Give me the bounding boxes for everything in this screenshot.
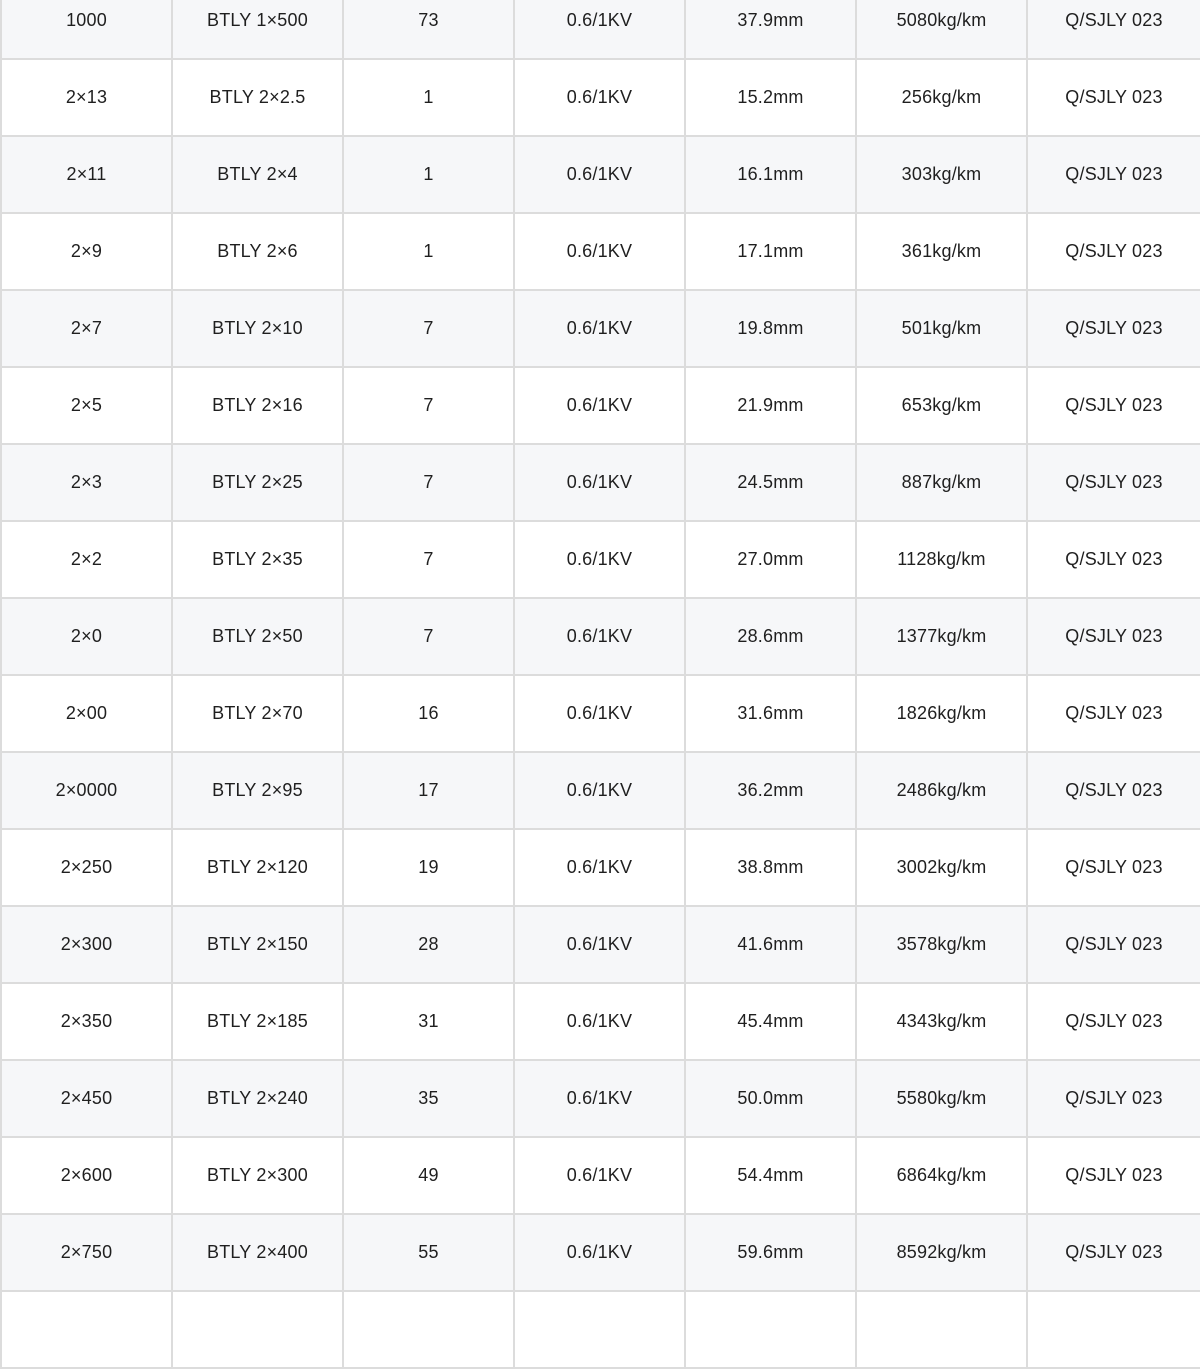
- awg-size-cell: 2×350: [1, 983, 172, 1060]
- awg-size-cell: 2×0: [1, 598, 172, 675]
- model-cell: BTLY 2×16: [172, 367, 343, 444]
- outer-diameter-cell: 15.2mm: [685, 59, 856, 136]
- outer-diameter-cell: 27.0mm: [685, 521, 856, 598]
- table-body: [1, 0, 1200, 1368]
- standard-cell: Q/SJLY 023: [1027, 1060, 1200, 1137]
- model-cell: BTLY 2×4: [172, 136, 343, 213]
- weight-cell: [856, 1291, 1027, 1368]
- weight-cell: 5580kg/km: [856, 1060, 1027, 1137]
- model-cell: BTLY 1×500: [172, 0, 343, 59]
- table-row: [1, 983, 1200, 1060]
- model-cell: BTLY 2×70: [172, 675, 343, 752]
- outer-diameter-cell: [685, 1291, 856, 1368]
- model-cell: BTLY 2×95: [172, 752, 343, 829]
- outer-diameter-cell: 37.9mm: [685, 0, 856, 59]
- outer-diameter-cell: 50.0mm: [685, 1060, 856, 1137]
- standard-cell: Q/SJLY 023: [1027, 0, 1200, 59]
- standard-cell: Q/SJLY 023: [1027, 444, 1200, 521]
- strand-count-cell: 1: [343, 59, 514, 136]
- voltage-cell: 0.6/1KV: [514, 1060, 685, 1137]
- awg-size-cell: 2×300: [1, 906, 172, 983]
- strand-count-cell: 1: [343, 136, 514, 213]
- standard-cell: Q/SJLY 023: [1027, 1214, 1200, 1291]
- awg-size-cell: 2×250: [1, 829, 172, 906]
- voltage-cell: 0.6/1KV: [514, 213, 685, 290]
- standard-cell: Q/SJLY 023: [1027, 983, 1200, 1060]
- model-cell: BTLY 2×400: [172, 1214, 343, 1291]
- voltage-cell: 0.6/1KV: [514, 752, 685, 829]
- standard-cell: [1027, 1291, 1200, 1368]
- strand-count-cell: 35: [343, 1060, 514, 1137]
- table-row: [1, 213, 1200, 290]
- weight-cell: 303kg/km: [856, 136, 1027, 213]
- standard-cell: Q/SJLY 023: [1027, 136, 1200, 213]
- strand-count-cell: 16: [343, 675, 514, 752]
- awg-size-cell: 2×11: [1, 136, 172, 213]
- model-cell: BTLY 2×120: [172, 829, 343, 906]
- strand-count-cell: 7: [343, 598, 514, 675]
- standard-cell: Q/SJLY 023: [1027, 906, 1200, 983]
- table-row: [1, 367, 1200, 444]
- table-row: [1, 906, 1200, 983]
- table-row: [1, 829, 1200, 906]
- strand-count-cell: 17: [343, 752, 514, 829]
- strand-count-cell: 19: [343, 829, 514, 906]
- outer-diameter-cell: 41.6mm: [685, 906, 856, 983]
- outer-diameter-cell: 19.8mm: [685, 290, 856, 367]
- outer-diameter-cell: 59.6mm: [685, 1214, 856, 1291]
- weight-cell: 3578kg/km: [856, 906, 1027, 983]
- voltage-cell: 0.6/1KV: [514, 444, 685, 521]
- strand-count-cell: 7: [343, 367, 514, 444]
- table-row: [1, 0, 1200, 59]
- voltage-cell: 0.6/1KV: [514, 290, 685, 367]
- voltage-cell: 0.6/1KV: [514, 59, 685, 136]
- model-cell: BTLY 2×2.5: [172, 59, 343, 136]
- table-row: [1, 521, 1200, 598]
- standard-cell: Q/SJLY 023: [1027, 213, 1200, 290]
- awg-size-cell: 2×2: [1, 521, 172, 598]
- voltage-cell: [514, 1291, 685, 1368]
- strand-count-cell: [343, 1291, 514, 1368]
- weight-cell: 1826kg/km: [856, 675, 1027, 752]
- outer-diameter-cell: 24.5mm: [685, 444, 856, 521]
- outer-diameter-cell: 45.4mm: [685, 983, 856, 1060]
- outer-diameter-cell: 17.1mm: [685, 213, 856, 290]
- model-cell: BTLY 2×150: [172, 906, 343, 983]
- outer-diameter-cell: 31.6mm: [685, 675, 856, 752]
- standard-cell: Q/SJLY 023: [1027, 367, 1200, 444]
- weight-cell: 361kg/km: [856, 213, 1027, 290]
- awg-size-cell: 2×5: [1, 367, 172, 444]
- awg-size-cell: 1000: [1, 0, 172, 59]
- table-row: [1, 1214, 1200, 1291]
- model-cell: BTLY 2×10: [172, 290, 343, 367]
- awg-size-cell: [1, 1291, 172, 1368]
- voltage-cell: 0.6/1KV: [514, 598, 685, 675]
- awg-size-cell: 2×00: [1, 675, 172, 752]
- awg-size-cell: 2×600: [1, 1137, 172, 1214]
- awg-size-cell: 2×0000: [1, 752, 172, 829]
- table-row: [1, 1137, 1200, 1214]
- outer-diameter-cell: 36.2mm: [685, 752, 856, 829]
- awg-size-cell: 2×9: [1, 213, 172, 290]
- table-row: [1, 136, 1200, 213]
- model-cell: BTLY 2×6: [172, 213, 343, 290]
- weight-cell: 8592kg/km: [856, 1214, 1027, 1291]
- weight-cell: 1128kg/km: [856, 521, 1027, 598]
- weight-cell: 1377kg/km: [856, 598, 1027, 675]
- weight-cell: 2486kg/km: [856, 752, 1027, 829]
- outer-diameter-cell: 28.6mm: [685, 598, 856, 675]
- voltage-cell: 0.6/1KV: [514, 1214, 685, 1291]
- table-row: [1, 444, 1200, 521]
- strand-count-cell: 49: [343, 1137, 514, 1214]
- strand-count-cell: 31: [343, 983, 514, 1060]
- outer-diameter-cell: 21.9mm: [685, 367, 856, 444]
- standard-cell: Q/SJLY 023: [1027, 829, 1200, 906]
- voltage-cell: 0.6/1KV: [514, 521, 685, 598]
- awg-size-cell: 2×13: [1, 59, 172, 136]
- awg-size-cell: 2×7: [1, 290, 172, 367]
- voltage-cell: 0.6/1KV: [514, 367, 685, 444]
- weight-cell: 501kg/km: [856, 290, 1027, 367]
- weight-cell: 887kg/km: [856, 444, 1027, 521]
- voltage-cell: 0.6/1KV: [514, 0, 685, 59]
- outer-diameter-cell: 38.8mm: [685, 829, 856, 906]
- voltage-cell: 0.6/1KV: [514, 1137, 685, 1214]
- awg-size-cell: 2×450: [1, 1060, 172, 1137]
- table-row: [1, 290, 1200, 367]
- weight-cell: 4343kg/km: [856, 983, 1027, 1060]
- awg-size-cell: 2×750: [1, 1214, 172, 1291]
- voltage-cell: 0.6/1KV: [514, 675, 685, 752]
- awg-size-cell: 2×3: [1, 444, 172, 521]
- outer-diameter-cell: 54.4mm: [685, 1137, 856, 1214]
- model-cell: BTLY 2×240: [172, 1060, 343, 1137]
- weight-cell: 3002kg/km: [856, 829, 1027, 906]
- strand-count-cell: 7: [343, 290, 514, 367]
- weight-cell: 653kg/km: [856, 367, 1027, 444]
- standard-cell: Q/SJLY 023: [1027, 59, 1200, 136]
- table-row: [1, 59, 1200, 136]
- voltage-cell: 0.6/1KV: [514, 829, 685, 906]
- weight-cell: 256kg/km: [856, 59, 1027, 136]
- table-row: [1, 598, 1200, 675]
- weight-cell: 5080kg/km: [856, 0, 1027, 59]
- model-cell: BTLY 2×300: [172, 1137, 343, 1214]
- standard-cell: Q/SJLY 023: [1027, 752, 1200, 829]
- strand-count-cell: 7: [343, 444, 514, 521]
- strand-count-cell: 28: [343, 906, 514, 983]
- strand-count-cell: 1: [343, 213, 514, 290]
- standard-cell: Q/SJLY 023: [1027, 290, 1200, 367]
- standard-cell: Q/SJLY 023: [1027, 675, 1200, 752]
- table-row: [1, 1291, 1200, 1368]
- voltage-cell: 0.6/1KV: [514, 983, 685, 1060]
- voltage-cell: 0.6/1KV: [514, 136, 685, 213]
- strand-count-cell: 7: [343, 521, 514, 598]
- strand-count-cell: 73: [343, 0, 514, 59]
- model-cell: BTLY 2×50: [172, 598, 343, 675]
- standard-cell: Q/SJLY 023: [1027, 521, 1200, 598]
- standard-cell: Q/SJLY 023: [1027, 598, 1200, 675]
- model-cell: BTLY 2×25: [172, 444, 343, 521]
- model-cell: BTLY 2×185: [172, 983, 343, 1060]
- table-row: [1, 752, 1200, 829]
- standard-cell: Q/SJLY 023: [1027, 1137, 1200, 1214]
- strand-count-cell: 55: [343, 1214, 514, 1291]
- voltage-cell: 0.6/1KV: [514, 906, 685, 983]
- outer-diameter-cell: 16.1mm: [685, 136, 856, 213]
- table-row: [1, 1060, 1200, 1137]
- weight-cell: 6864kg/km: [856, 1137, 1027, 1214]
- table-row: [1, 675, 1200, 752]
- model-cell: [172, 1291, 343, 1368]
- model-cell: BTLY 2×35: [172, 521, 343, 598]
